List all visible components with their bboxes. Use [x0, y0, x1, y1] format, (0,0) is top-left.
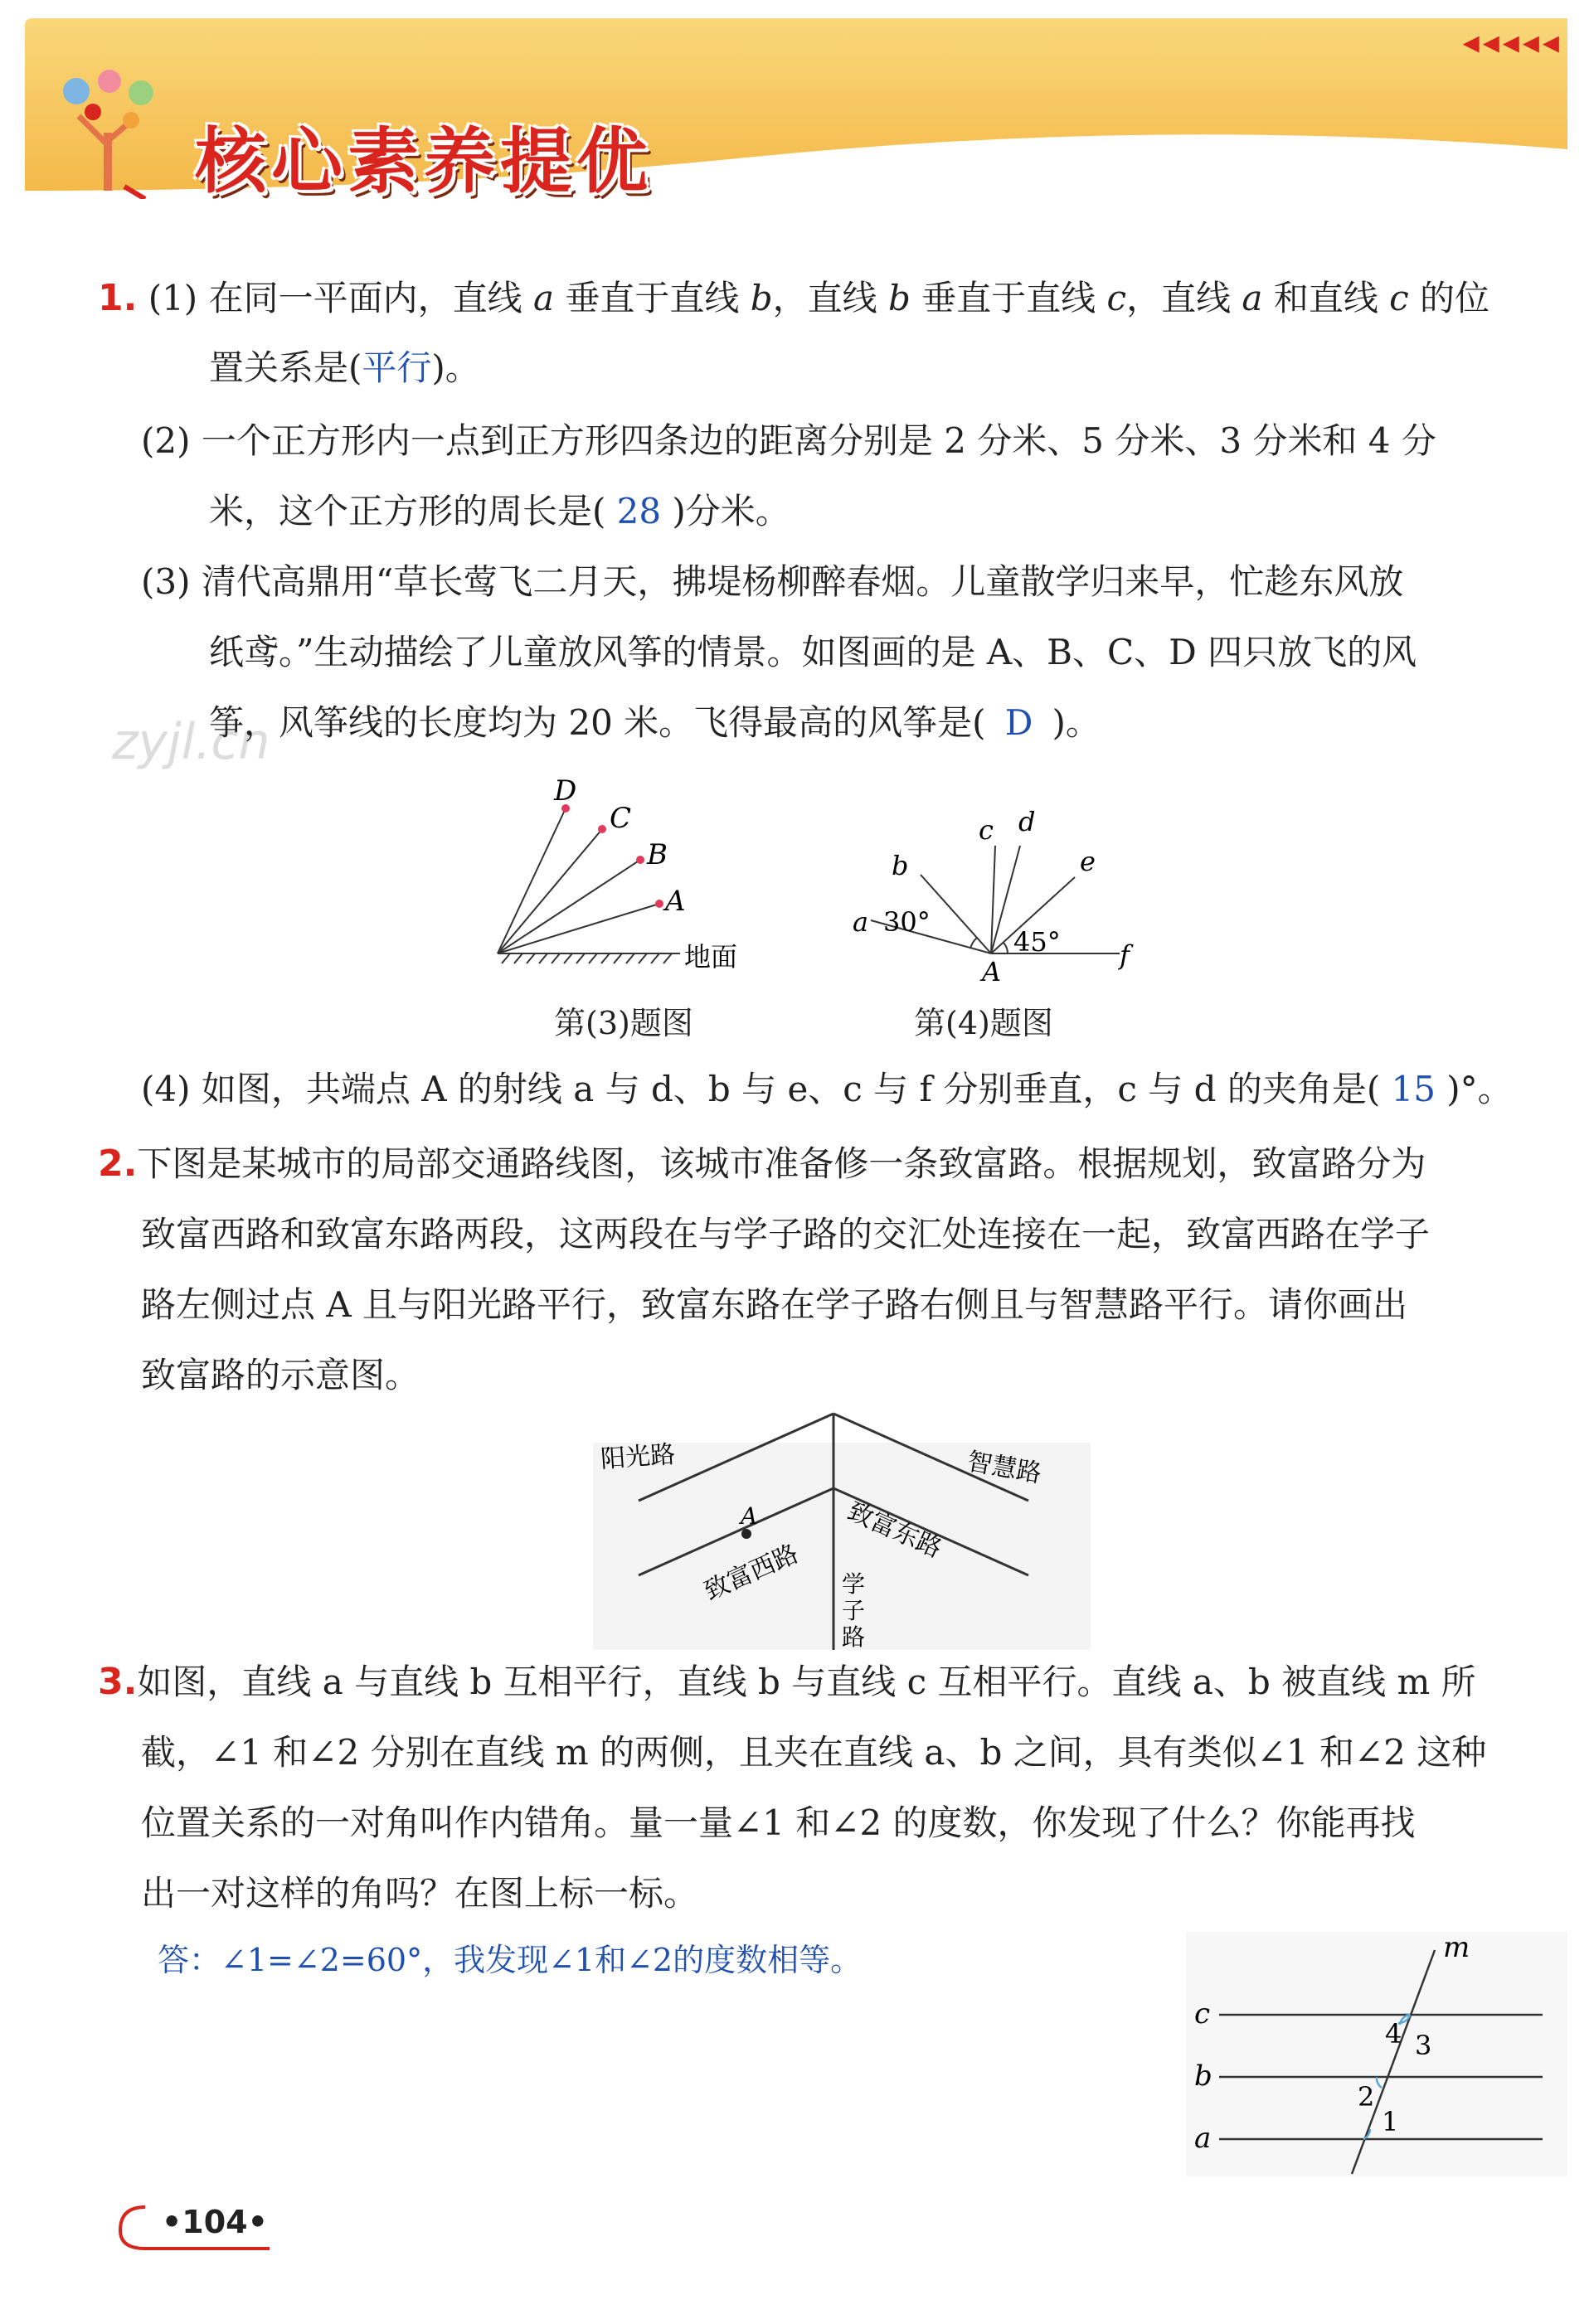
q1-part3-line2: 纸鸢。”生动描绘了儿童放风筝的情景。如图画的是 A、B、C、D 四只放飞的风	[209, 632, 1417, 672]
q1-part3-line1: (3) 清代高鼎用“草长莺飞二月天，拂堤杨柳醉春烟。儿童散学归来早，忙趁东风放	[141, 561, 1404, 602]
svg-text:A: A	[982, 956, 1002, 987]
header-banner	[0, 0, 1594, 203]
watermark: zyjl.cn	[112, 713, 270, 771]
q1-part1-line1: 1. (1) 在同一平面内，直线 a 垂直于直线 b，直线 b 垂直于直线 c，直线 a 和直线 c 的位	[98, 277, 1490, 319]
page-number: •104•	[162, 2204, 268, 2240]
svg-text:b: b	[1194, 2060, 1213, 2093]
q2-line2: 致富西路和致富东路两段，这两段在与学子路的交汇处连接在一起，致富西路在学子	[141, 1214, 1431, 1254]
svg-text:致富东路: 致富东路	[843, 1497, 946, 1565]
arrow-decoration-icon: ◂◂◂◂◂	[1462, 23, 1562, 61]
figure-rays	[838, 804, 1153, 995]
q2-line3: 路左侧过点 A 且与阳光路平行，致富东路在学子路右侧且与智慧路平行。请你画出	[141, 1284, 1408, 1325]
q1-part4-answer: 15	[1391, 1069, 1436, 1109]
q3-line2: 截，∠1 和∠2 分别在直线 m 的两侧，且夹在直线 a、b 之间，具有类似∠1 和∠2 这种	[141, 1732, 1487, 1773]
svg-text:b: b	[892, 850, 909, 881]
svg-text:45°: 45°	[1013, 926, 1061, 958]
q2-line4: 致富路的示意图。	[141, 1355, 420, 1395]
svg-text:a: a	[1194, 2122, 1212, 2155]
svg-text:2: 2	[1358, 2081, 1375, 2113]
q1-part1-line2: 置关系是(平行)。	[209, 347, 480, 388]
svg-text:致富西路: 致富西路	[700, 1539, 803, 1607]
svg-text:阳光路: 阳光路	[600, 1439, 677, 1474]
section-title: 核心素养提优	[195, 120, 653, 203]
svg-text:d: d	[1018, 806, 1036, 837]
q3-line4: 出一对这样的角吗？在图上标一标。	[141, 1873, 699, 1914]
q1-part1-answer: 平行	[362, 347, 432, 388]
svg-text:a: a	[853, 906, 869, 938]
figure-road-map	[593, 1409, 1107, 1658]
q1-part2-answer: 28	[616, 491, 662, 531]
svg-text:C: C	[610, 802, 632, 835]
svg-text:智慧路: 智慧路	[965, 1447, 1044, 1489]
svg-text:B: B	[647, 838, 668, 871]
figure3-caption: 第(3)题图	[554, 1005, 693, 1041]
svg-text:c: c	[979, 814, 994, 846]
svg-text:路: 路	[842, 1623, 866, 1651]
svg-text:1: 1	[1382, 2106, 1399, 2137]
svg-text:学: 学	[842, 1570, 866, 1598]
svg-text:子: 子	[842, 1597, 866, 1624]
figure-kites	[481, 771, 763, 987]
svg-text:3: 3	[1415, 2030, 1432, 2061]
q3-answer: 答：∠1=∠2=60°，我发现∠1和∠2的度数相等。	[158, 1942, 863, 1978]
svg-text:m: m	[1443, 1932, 1470, 1964]
q2-number: 2.	[98, 1143, 138, 1185]
figure4-caption: 第(4)题图	[914, 1005, 1053, 1041]
q1-number: 1.	[98, 277, 138, 319]
svg-text:f: f	[1120, 939, 1130, 971]
svg-text:D: D	[554, 774, 577, 808]
q1-part3-line3: 筝，风筝线的长度均为 20 米。飞得最高的风筝是( D )。	[209, 688, 1101, 758]
q1-part2-line1: (2) 一个正方形内一点到正方形四条边的距离分别是 2 分米、5 分米、3 分米和 4 分	[141, 420, 1436, 461]
svg-text:4: 4	[1385, 2018, 1402, 2050]
svg-text:地面: 地面	[684, 941, 738, 973]
q3-line3: 位置关系的一对角叫作内错角。量一量∠1 和∠2 的度数，你发现了什么？你能再找	[141, 1802, 1416, 1843]
q1-part3-answer: D	[1004, 702, 1033, 743]
svg-text:30°: 30°	[883, 906, 931, 938]
svg-text:e: e	[1080, 846, 1096, 877]
svg-text:A: A	[741, 1502, 758, 1530]
q3-number: 3.	[98, 1661, 138, 1703]
svg-text:A: A	[665, 885, 686, 918]
q2-line1: 2.下图是某城市的局部交通路线图，该城市准备修一条致富路。根据规划，致富路分为	[98, 1143, 1426, 1185]
q1-part2-line2: 米，这个正方形的周长是( 28 )分米。	[209, 477, 790, 546]
figure-parallel-lines	[1186, 1932, 1576, 2181]
q3-line1: 3.如图，直线 a 与直线 b 互相平行，直线 b 与直线 c 互相平行。直线 a、b 被直线 m 所	[98, 1661, 1476, 1703]
svg-text:c: c	[1194, 1997, 1211, 2030]
q1-part4-line1: (4) 如图，共端点 A 的射线 a 与 d、b 与 e、c 与 f 分别垂直，c 与 d 的夹角是( 15 )°。	[141, 1055, 1513, 1124]
